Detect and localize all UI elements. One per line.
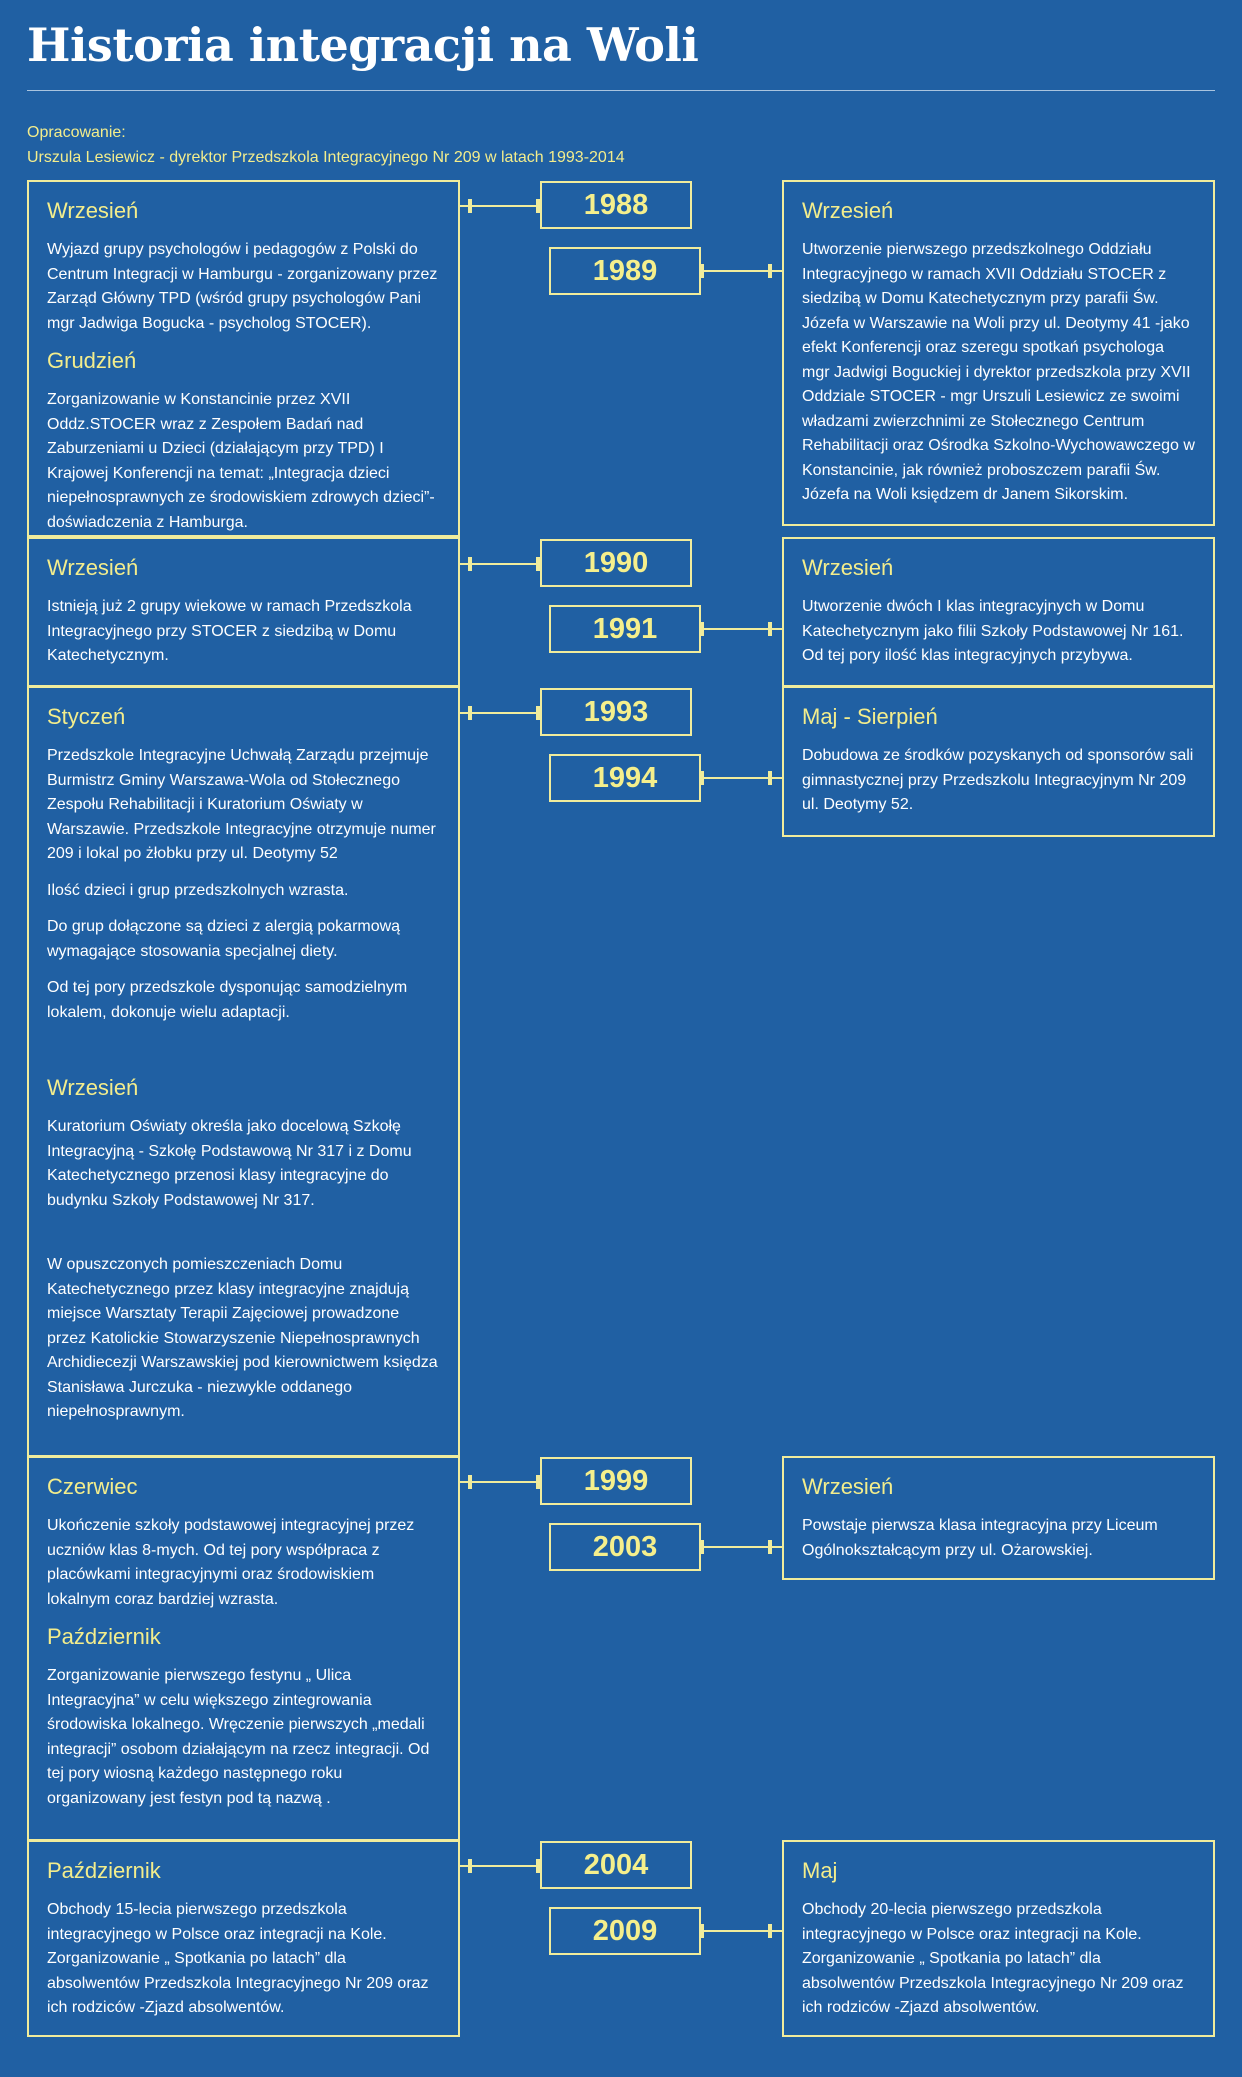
event-text: Istnieją już 2 grupy wiekowe w ramach Przedszkola Integracyjnego przy STOCER z siedzibą w Domu Katechetycznym. (47, 598, 412, 664)
event-section (47, 348, 440, 535)
event-box-left-5 (27, 1840, 460, 2037)
timeline-connector (460, 205, 541, 207)
event-text: W opuszczonych pomieszczeniach Domu Katechetycznego przez klasy integracyjne znajdują miejsce Warsztaty Terapii Zajęciowej prowadzone przez Katolickie Stowarzyszenie Niepełnosprawnych Archidiecezji Warszawskiej pod kierownictwem księdza Stanisława Jurczuka - niezwykle oddanego niepełnosprawnym. (47, 1256, 438, 1420)
event-month: Wrzesień (802, 555, 894, 580)
event-section (47, 198, 440, 336)
event-text: Przedszkole Integracyjne Uchwałą Zarządu przejmuje Burmistrz Gminy Warszawa-Wola od Stołecznego Zespołu Rehabilitacji i Kuratorium Oświaty w Warszawie. Przedszkole Integracyjne otrzymuje numer 209 i lokal po żłobku przy ul. Deotymy 52 (47, 747, 436, 862)
timeline-tick (768, 622, 772, 636)
year-2003: 2003 (549, 1523, 701, 1571)
year-2009: 2009 (549, 1907, 701, 1955)
timeline-tick (468, 199, 472, 213)
event-box-right-5 (782, 1840, 1215, 2037)
event-text: Utworzenie dwóch I klas integracyjnych w Domu Katechetycznym jako filii Szkoły Podstawowej Nr 161. Od tej pory ilość klas integracyjnych przybywa. (802, 598, 1184, 664)
timeline-tick (768, 264, 772, 278)
event-section (47, 704, 440, 1025)
title-divider (27, 90, 1215, 91)
year-1990: 1990 (540, 539, 692, 587)
year-1994: 1994 (549, 754, 701, 802)
event-text: Ilość dzieci i grup przedszkolnych wzrasta. (47, 881, 349, 899)
event-text: Obchody 15-lecia pierwszego przedszkola integracyjnego w Polsce oraz integracji na Kole. Zorganizowanie „ Spotkania po latach” dla absolwentów Przedszkola Integracyjnego Nr 209 oraz ich rodziców -Zjazd absolwentów. (47, 1901, 429, 2016)
byline-author: Urszula Lesiewicz - dyrektor Przedszkola Integracyjnego Nr 209 w latach 1993-2014 (27, 149, 625, 166)
timeline-tick (468, 1475, 472, 1489)
timeline-connector (460, 712, 541, 714)
timeline-tick (468, 706, 472, 720)
page-title: Historia integracji na Woli (27, 18, 699, 72)
timeline-tick (468, 557, 472, 571)
timeline-tick (468, 1859, 472, 1873)
year-1993: 1993 (540, 688, 692, 736)
timeline-tick (768, 1924, 772, 1938)
event-text: Od tej pory przedszkole dysponując samodzielnym lokalem, dokonuje wielu adaptacji. (47, 979, 408, 1021)
timeline-tick (700, 771, 704, 785)
event-section (802, 704, 1195, 818)
event-text: Zorganizowanie pierwszego festynu „ Ulica Integracyjna” w celu większego zintegrowania środowiska lokalnego. Wręczenie pierwszych „medali integracji” osobom działającym na rzecz integracji. Od tej pory wiosną każdego następnego roku organizowany jest festyn pod tą nazwą . (47, 1667, 430, 1807)
event-section (47, 1075, 440, 1425)
year-1988: 1988 (540, 181, 692, 229)
event-section (47, 1858, 440, 2021)
event-month: Czerwiec (47, 1474, 138, 1499)
timeline-tick (768, 771, 772, 785)
event-month: Wrzesień (47, 555, 139, 580)
event-month: Maj - Sierpień (802, 704, 938, 729)
year-1991: 1991 (549, 605, 701, 653)
event-month: Październik (47, 1624, 161, 1649)
event-text: Kuratorium Oświaty określa jako docelową Szkołę Integracyjną - Szkołę Podstawową Nr 317 i z Domu Katechetycznego przenosi klasy integracyjne do budynku Szkoły Podstawowej Nr 317. (47, 1118, 412, 1209)
timeline-tick (700, 622, 704, 636)
event-box-left-1 (27, 180, 460, 537)
timeline-tick (700, 264, 704, 278)
event-text: Dobudowa ze środków pozyskanych od sponsorów sali gimnastycznej przy Przedszkolu Integracyjnym Nr 209 ul. Deotymy 52. (802, 747, 1194, 813)
event-text: Powstaje pierwsza klasa integracyjna przy Liceum Ogólnokształcącym przy ul. Ożarowskiej. (802, 1517, 1158, 1559)
event-month: Wrzesień (802, 198, 894, 223)
event-section (47, 555, 440, 669)
event-text: Obchody 20-lecia pierwszego przedszkola integracyjnego w Polsce oraz integracji na Kole. Zorganizowanie „ Spotkania po latach” dla absolwentów Przedszkola Integracyjnego Nr 209 oraz ich rodziców -Zjazd absolwentów. (802, 1901, 1184, 2016)
event-month: Wrzesień (47, 1075, 139, 1100)
byline-label: Opracowanie: (27, 124, 126, 141)
year-2004: 2004 (540, 1841, 692, 1889)
event-month: Styczeń (47, 704, 126, 729)
timeline-connector (460, 1481, 541, 1483)
event-month: Grudzień (47, 348, 137, 373)
event-text: Utworzenie pierwszego przedszkolnego Oddziału Integracyjnego w ramach XVII Oddziału STOCER z siedzibą w Domu Katechetycznym przy parafii Św. Józefa w Warszawie na Woli przy ul. Deotymy 41 -jako efekt Konferencji oraz szeregu spotkań psychologa mgr Jadwigi Boguckiej i dyrektor przedszkola przy XVII Oddziale STOCER - mgr Urszuli Lesiewicz ze swoimi władzami zwierzchnimi ze Stołecznego Centrum Rehabilitacji oraz Ośrodka Szkolno-Wychowawczego w Konstancinie, jak również proboszczem parafii Św. Józefa na Woli księdzem dr Janem Sikorskim. (802, 241, 1195, 503)
event-box-left-4 (27, 1456, 460, 1841)
timeline-connector (460, 563, 541, 565)
byline (27, 120, 625, 170)
timeline-tick (700, 1540, 704, 1554)
timeline-tick (768, 1540, 772, 1554)
event-text: Zorganizowanie w Konstancinie przez XVII Oddz.STOCER wraz z Zespołem Badań nad Zaburzeniami u Dzieci (działającym przy TPD) I Krajowej Konferencji na temat: „Integracja dzieci niepełnosprawnych ze środowiskiem zdrowych dzieci”- doświadczenia z Hamburga. (47, 391, 435, 531)
year-1999: 1999 (540, 1457, 692, 1505)
timeline-connector (460, 1865, 541, 1867)
timeline-tick (700, 1924, 704, 1938)
event-month: Wrzesień (802, 1474, 894, 1499)
event-section (802, 198, 1195, 508)
event-section (802, 1474, 1195, 1563)
event-section (802, 1858, 1195, 2021)
year-1989: 1989 (549, 247, 701, 295)
event-text: Do grup dołączone są dzieci z alergią pokarmową wymagające stosowania specjalnej diety. (47, 918, 401, 960)
event-section (47, 1474, 440, 1612)
event-box-right-1 (782, 180, 1215, 526)
event-month: Maj (802, 1858, 838, 1883)
event-box-left-2 (27, 537, 460, 687)
event-box-right-3 (782, 686, 1215, 837)
event-section (802, 555, 1195, 669)
event-text: Wyjazd grupy psychologów i pedagogów z Polski do Centrum Integracji w Hamburgu - zorganizowany przez Zarząd Główny TPD (wśród grupy psychologów Pani mgr Jadwiga Bogucka - psycholog STOCER). (47, 241, 438, 332)
event-month: Październik (47, 1858, 161, 1883)
event-section (47, 1624, 440, 1811)
event-text: Ukończenie szkoły podstawowej integracyjnej przez uczniów klas 8-mych. Od tej pory współpraca z placówkami integracyjnymi oraz środowiskiem lokalnym coraz bardziej wzrasta. (47, 1517, 415, 1608)
event-box-right-2 (782, 537, 1215, 687)
event-month: Wrzesień (47, 198, 139, 223)
event-box-left-3 (27, 686, 460, 1457)
event-box-right-4 (782, 1456, 1215, 1580)
